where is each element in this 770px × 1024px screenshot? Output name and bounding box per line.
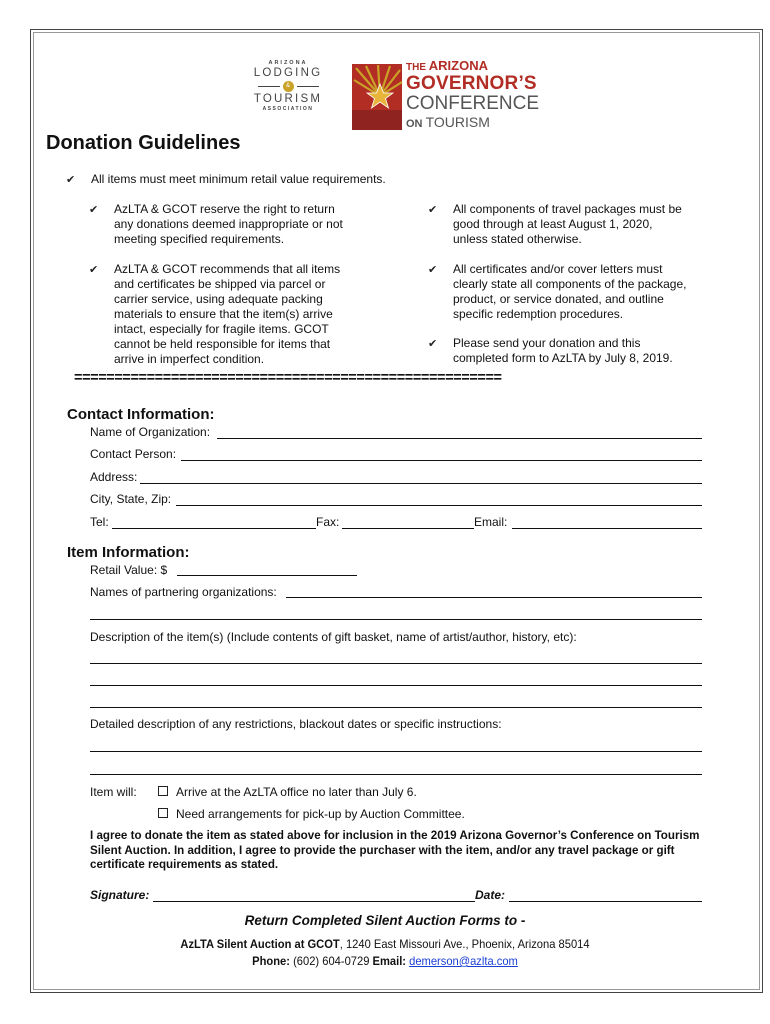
checkmark-icon: ✔ <box>89 204 99 216</box>
tel-field[interactable] <box>112 528 316 529</box>
restrictions-label: Detailed description of any restrictions, blackout dates or specific instructions: <box>90 717 502 731</box>
partners-field[interactable] <box>286 597 702 598</box>
item-heading: Item Information: <box>67 544 190 561</box>
checkmark-icon: ✔ <box>428 264 438 276</box>
azlta-logo: ARIZONA LODGING & TOURISM ASSOCIATION <box>253 60 323 112</box>
checkmark-icon: ✔ <box>428 338 438 350</box>
partners-field-line[interactable] <box>90 619 702 620</box>
signature-field[interactable] <box>153 901 475 902</box>
organization-field[interactable] <box>217 438 702 439</box>
description-field-line[interactable] <box>90 663 702 664</box>
item-will-label: Item will: <box>90 785 137 799</box>
contact-person-field[interactable] <box>181 460 702 461</box>
signature-label: Signature: <box>90 888 150 902</box>
arizona-star-icon <box>350 62 406 132</box>
agreement-text: I agree to donate the item as stated above for inclusion in the 2019 Arizona Governor’s Conference on Tourism Silent Auction. In addition, I agree to provide the purchaser with the item, and/or any travel package or gift certificate requirements as stated. <box>90 829 700 871</box>
email-link[interactable]: demerson@azlta.com <box>409 954 518 968</box>
contact-person-label: Contact Person: <box>90 447 177 461</box>
city-field[interactable] <box>176 505 702 506</box>
option-pickup[interactable]: Need arrangements for pick-up by Auction Committee. <box>158 807 465 821</box>
address-label: Address: <box>90 470 138 484</box>
mailing-address: AzLTA Silent Auction at GCOT, 1240 East Missouri Ave., Phoenix, Arizona 85014 <box>180 937 590 951</box>
email-field[interactable] <box>512 528 702 529</box>
arrive-checkbox[interactable] <box>158 786 168 796</box>
date-label: Date: <box>475 888 506 902</box>
description-label: Description of the item(s) (Include contents of gift basket, name of artist/author, history, etc): <box>90 630 577 644</box>
contact-heading: Contact Information: <box>67 406 215 423</box>
organization-label: Name of Organization: <box>90 425 211 439</box>
partners-label: Names of partnering organizations: <box>90 585 277 599</box>
contact-line: Phone: (602) 604-0729 Email: demerson@azlta.com <box>252 954 518 968</box>
city-label: City, State, Zip: <box>90 492 172 506</box>
checkmark-icon: ✔ <box>66 174 76 186</box>
restrictions-field-line[interactable] <box>90 751 702 752</box>
email-label: Email: <box>474 515 508 529</box>
retail-value-label: Retail Value: $ <box>90 563 168 577</box>
return-instructions: Return Completed Silent Auction Forms to - <box>244 913 526 928</box>
fax-label: Fax: <box>316 515 340 529</box>
checkmark-icon: ✔ <box>428 204 438 216</box>
date-field[interactable] <box>509 901 702 902</box>
checkmark-icon: ✔ <box>89 264 99 276</box>
pickup-checkbox[interactable] <box>158 808 168 818</box>
gcot-logo: THE ARIZONA GOVERNOR’S CONFERENCE ON TOURISM <box>406 58 540 130</box>
fax-field[interactable] <box>342 528 474 529</box>
retail-value-field[interactable] <box>177 575 357 576</box>
restrictions-field-line[interactable] <box>90 774 702 775</box>
description-field-line[interactable] <box>90 685 702 686</box>
description-field-line[interactable] <box>90 707 702 708</box>
address-field[interactable] <box>140 483 702 484</box>
page-title: Donation Guidelines <box>46 132 241 154</box>
section-separator: ===================================================== <box>74 370 502 386</box>
tel-label: Tel: <box>90 515 109 529</box>
option-arrive[interactable]: Arrive at the AzLTA office no later than July 6. <box>158 785 417 799</box>
